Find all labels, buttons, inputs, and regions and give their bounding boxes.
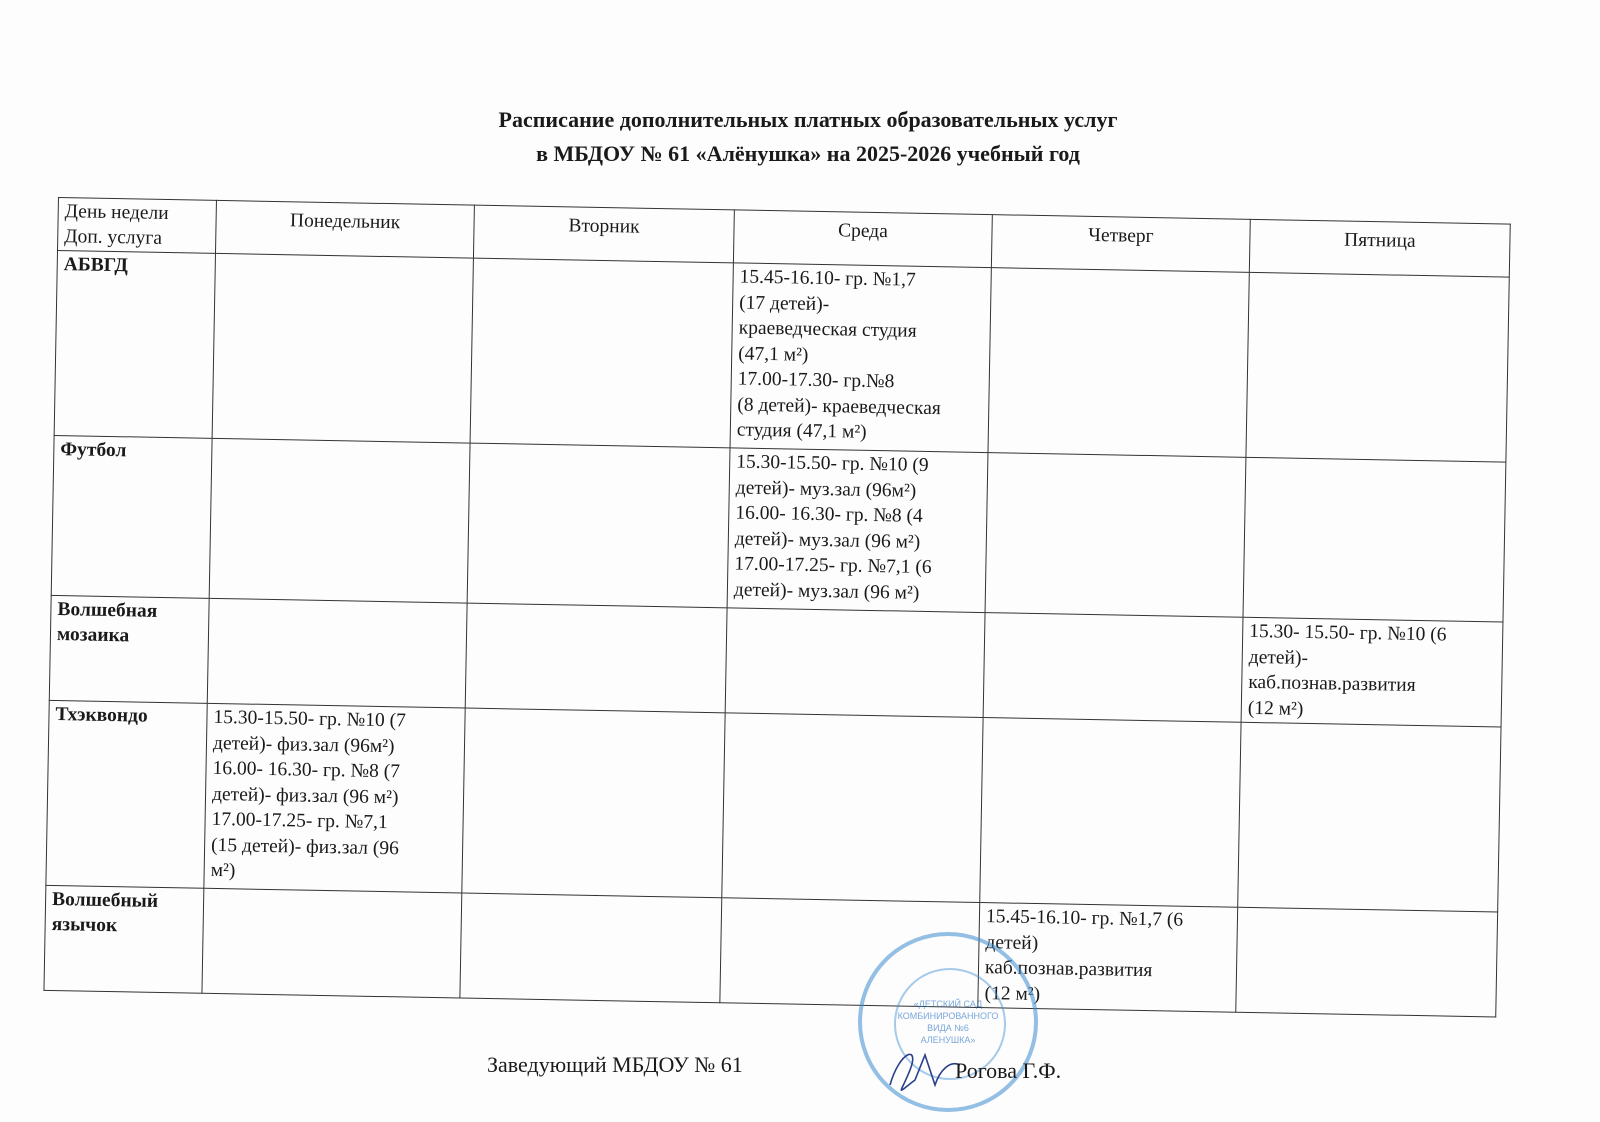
service-name: Волшебный язычок [44,885,204,993]
schedule-line: 17.00-17.25- гр. №7,1 [211,808,388,834]
stamp-text-line: ВИДА №6 [927,1023,969,1033]
schedule-line: 16.00- 16.30- гр. №8 (7 [212,757,401,783]
schedule-cell [1236,907,1498,1017]
schedule-cell [727,448,988,613]
table-row [46,700,1501,912]
schedule-line: детей)- муз.зал (96 м²) [734,527,921,553]
schedule-cell [470,258,733,448]
schedule-line: 15.45-16.10- гр. №1,7 (6 [985,906,1184,931]
schedule-cell [207,598,467,708]
schedule-line: каб.познав.развития [984,957,1153,982]
schedule-line: детей)- муз.зал (96 м²) [733,578,920,604]
schedule-line: детей)- [1248,646,1309,669]
schedule-line: 15.30- 15.50- гр. №10 (6 [1249,620,1447,646]
stamp-text-line: «ДЕТСКИЙ САД [913,999,983,1009]
service-name: Тхэквондо [46,700,207,888]
schedule-cell [988,268,1249,458]
schedule-line: (47,1 м²) [738,342,809,366]
title-line-2: в МБДОУ № 61 «Алёнушка» на 2025-2026 учебный год [536,141,1080,166]
schedule-line: (12 м²) [1247,697,1304,720]
schedule-table [43,197,1510,1017]
schedule-line: детей)- физ.зал (96 м²) [211,783,399,808]
signer-position: Заведующий МБДОУ № 61 [487,1052,743,1077]
schedule-cell [209,438,470,603]
schedule-cell [985,453,1246,618]
schedule-cell [983,613,1243,723]
schedule-cell [730,263,991,453]
schedule-line: 16.00- 16.30- гр. №8 (4 [735,502,923,527]
corner-line-2: Доп. услуга [64,226,163,249]
schedule-line: детей)- физ.зал (96м²) [212,732,395,757]
day-header: Четверг [991,215,1250,273]
corner-header [58,198,217,254]
corner-line-1: День недели [64,201,169,225]
service-name: Футбол [51,435,212,598]
schedule-line: (17 детей)- [738,292,830,315]
schedule-line: 17.00-17.30- гр.№8 [737,368,895,393]
schedule-cell [725,608,985,718]
table-row [54,251,1509,463]
service-name: АБВГД [54,251,215,439]
schedule-line: детей) [985,931,1039,954]
schedule-line: 15.30-15.50- гр. №10 (7 [213,706,406,732]
schedule-cell [1243,457,1506,622]
schedule-cell [1246,272,1509,462]
schedule-cell [460,893,722,1003]
document-title [0,103,1600,171]
service-name: Волшебная мозаика [49,595,209,703]
signer-name: Рогова Г.Ф. [955,1058,1062,1083]
schedule-table-wrapper [43,197,1510,1017]
day-header: Понедельник [215,200,474,258]
schedule-line: м²) [210,859,236,882]
schedule-cell [462,708,725,898]
schedule-line: 15.45-16.10- гр. №1,7 [739,266,916,291]
schedule-line: (15 детей)- физ.зал (96 [210,834,400,859]
schedule-line: (8 детей)- краеведческая [737,393,942,419]
schedule-cell [204,703,465,893]
schedule-cell [980,718,1241,908]
schedule-line: 17.00-17.25- гр. №7,1 (6 [734,553,932,579]
title-line-1: Расписание дополнительных платных образовательных услуг [498,107,1118,132]
day-header: Пятница [1249,219,1510,277]
schedule-cell [1241,617,1503,727]
day-header: Среда [733,210,992,268]
table-row [51,435,1506,622]
schedule-cell [467,443,730,608]
schedule-cell [722,713,983,903]
schedule-cell [1238,722,1501,912]
schedule-cell [465,603,727,713]
schedule-line: краеведческая студия [738,317,917,342]
day-header: Вторник [473,205,734,263]
schedule-cell [202,888,462,998]
stamp-text-line: АЛЕНУШКА» [920,1035,976,1045]
stamp-text-line: КОМБИНИРОВАННОГО [897,1011,999,1021]
schedule-cell [212,253,473,443]
schedule-line: каб.познав.развития [1248,671,1416,696]
schedule-line: (12 м²) [984,982,1041,1005]
schedule-line: детей)- муз.зал (96м²) [735,476,917,502]
schedule-line: студия (47,1 м²) [736,419,867,443]
schedule-line: 15.30-15.50- гр. №10 (9 [736,451,929,476]
